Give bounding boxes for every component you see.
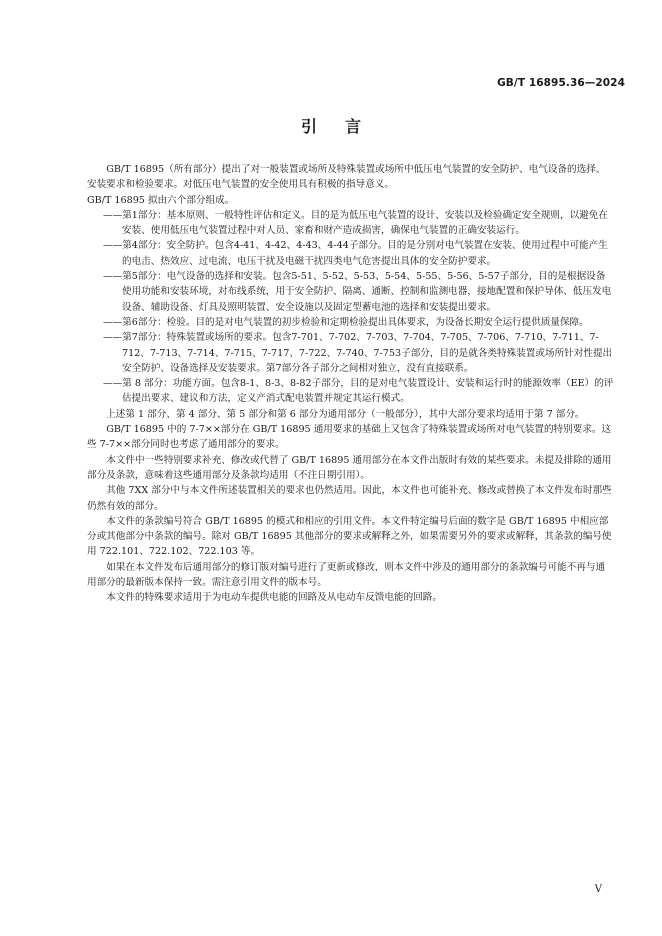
list-item-part5: ——第5部分：电气设备的选择和安装。包含5-51、5-52、5-53、5-54、5-55、5-56、5-57子部分，目的是根据设备使用功能和安装环境，对布线系统，用于安全防护、隔离、通断、控制和监测电器，接地配置和保护导体、低压发电设备、辅助设备、灯具及照明装置、安全设施以及固定型蓄电池的选择和安装提出要求。 — [103, 271, 612, 313]
paragraph-clause-numbering: 本文件的条款编号符合 GB/T 16895 的模式和相应的引用文件。本文件特定编号后面的数字是 GB/T 16895 中相应部分或其他部分中条款的编号。除对 GB/T 16895 其他部分的要求或解释之外，如果需要另外的要求或解释，其条款的编号使用 722.101、722.102、722.103 等。 — [87, 515, 612, 558]
paragraph-7xx-parts: GB/T 16895 中的 7-7××部分在 GB/T 16895 通用要求的基础上又包含了特殊装置或场所对电气装置的特别要求。这些 7-7××部分同时也考虑了通用部分的要求。 — [87, 424, 612, 451]
paragraph-general-parts: 上述第 1 部分、第 4 部分、第 5 部分和第 6 部分为通用部分（一般部分），其中大部分要求均适用于第 7 部分。 — [106, 408, 585, 420]
paragraph-other-7xx: 其他 7XX 部分中与本文件所述装置相关的要求也仍然适用。因此，本文件也可能补充、修改或替换了本文件发布时那些仍然有效的部分。 — [87, 485, 612, 512]
paragraph-revision-note: 如果在本文件发布后通用部分的修订版对编号进行了更新或修改，则本文件中涉及的通用部分的条款编号可能不再与通用部分的最新版本保持一致。需注意引用文件的版本号。 — [87, 561, 606, 589]
list-item-part8: ——第 8 部分：功能方面。包含8-1、8-3、8-82子部分，目的是对电气装置设计、安装和运行时的能源效率（EE）的评估提出要求、建议和方法，定义产消式配电装置并规定其运行模式。 — [103, 378, 614, 405]
list-item-part6: ——第6部分：检验。目的是对电气装置的初步检验和定期检验提出具体要求，为设备长期安全运行提供质量保障。 — [103, 316, 589, 328]
intro-paragraph: GB/T 16895（所有部分）提出了对一般装置或场所及特殊装置或场所中低压电气装置的安全防护、电气设备的选择、安装要求和检验要求。对低压电气装置的安全使用具有积极的指导意义。 — [87, 164, 606, 191]
paragraph-scope: 本文件的特殊要求适用于为电动车提供电能的回路及从电动车反馈电能的回路。 — [106, 592, 442, 604]
list-item-part1: ——第1部分：基本原则、一般特性评估和定义。目的是为低压电气装置的设计、安装以及检验确定安全规则，以避免在安装、使用低压电气装置过程中对人员、家畜和财产造成损害，确保电气装置的正确安装运行。 — [103, 209, 608, 237]
page-title — [0, 114, 662, 137]
intro-paragraph-2: GB/T 16895 拟由六个部分组成。 — [87, 194, 235, 206]
document-body — [87, 162, 614, 606]
paragraph-special-requirements: 本文件中一些特别要求补充、修改或代替了 GB/T 16895 通用部分在本文件出版时有效的某些要求。未提及排除的通用部分及条款，意味着这些通用部分及条款均适用（不注日期引用）。 — [87, 454, 612, 481]
title-char-1: 引 — [300, 117, 317, 136]
title-char-2: 言 — [345, 117, 362, 136]
list-item-part7: ——第7部分：特殊装置或场所的要求。包含7-701、7-702、7-703、7-704、7-705、7-706、7-710、7-711、7-712、7-713、7-714、7-715、7-717、7-722、7-740、7-753子部分，目的是就各类特殊装置或场所针对性提出安全防护、设备选择及安装要求。第7部分各子部分之间相对独立，没有直接联系。 — [103, 332, 613, 374]
standard-number: GB/T 16895.36—2024 — [497, 77, 625, 89]
list-item-part4: ——第4部分：安全防护。包含4-41、4-42、4-43、4-44子部分。目的是分别对电气装置在安装、使用过程中可能产生的电击、热效应、过电流、电压干扰及电磁干扰四类电气危害提出具体的安全防护要求。 — [103, 240, 608, 267]
page-number: V — [594, 884, 602, 895]
